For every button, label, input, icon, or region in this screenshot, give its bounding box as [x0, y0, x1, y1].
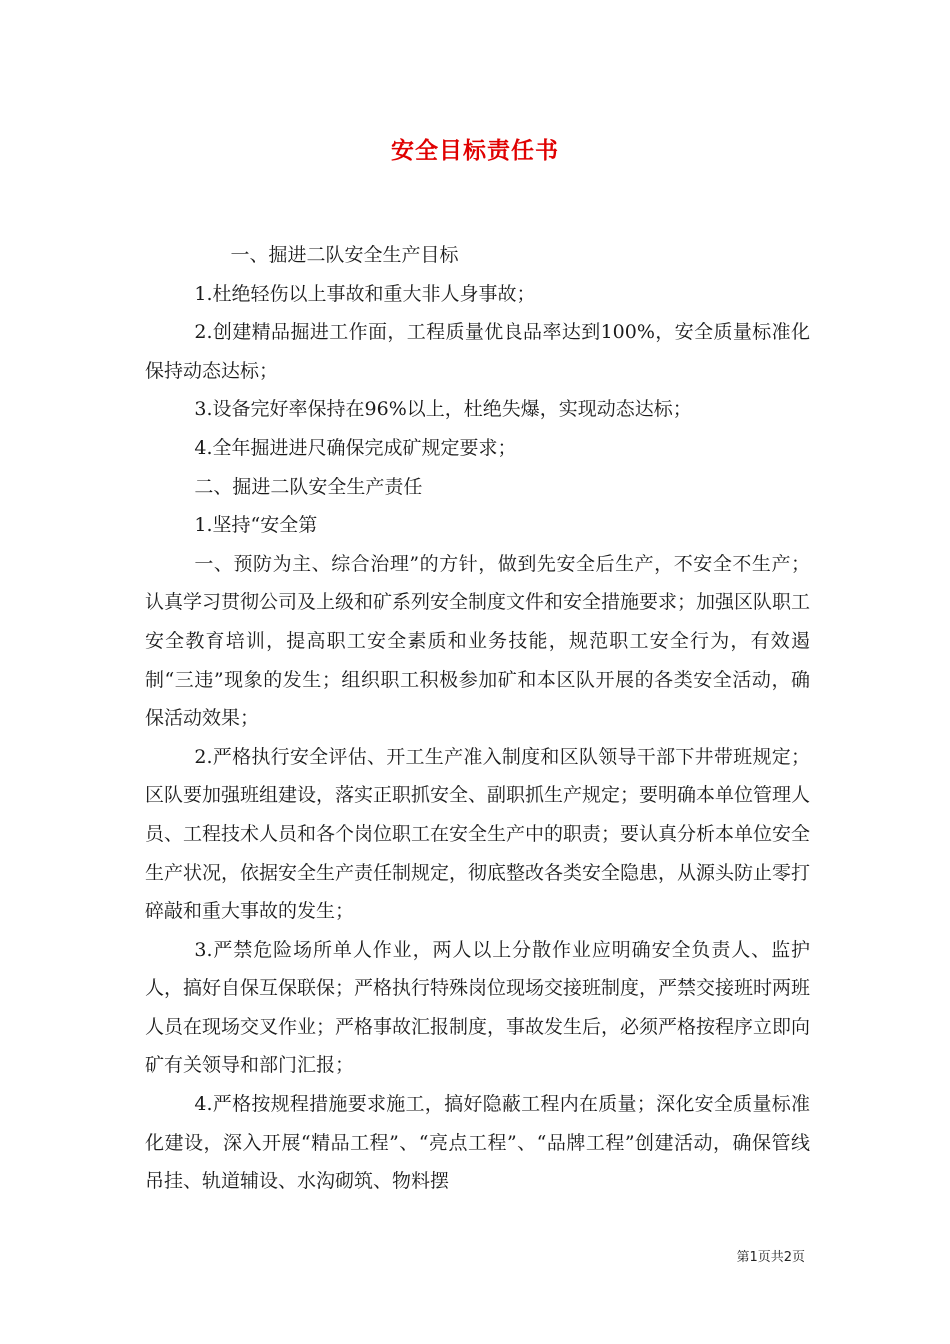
paragraph: 1.杜绝轻伤以上事故和重大非人身事故；	[194, 282, 536, 305]
paragraph: 2.严格执行安全评估、开工生产准入制度和区队领导干部下井带班规定；区队要加强班组建设，落实正职抓安全、副职抓生产规定；要明确本单位管理人员、工程技术人员和各个岗位职工在安全生产中的职责；要认真分析本单位安全生产状况，依据安全生产责任制规定，彻底整改各类安全隐患，从源头防止零打碎敲和重大事故的发生；	[145, 745, 811, 923]
paragraph: 2.创建精品掘进工作面，工程质量优良品率达到100%，安全质量标准化保持动态达标；	[145, 321, 810, 382]
section-heading-1: 一、掘进二队安全生产目标	[230, 244, 459, 266]
paragraph: 3.设备完好率保持在96%以上，杜绝失爆，实现动态达标；	[194, 398, 692, 421]
paragraph: 4.严格按规程措施要求施工，搞好隐蔽工程内在质量；深化安全质量标准化建设，深入开展“精品工程”、“亮点工程”、“品牌工程”创建活动，确保管线吊挂、轨道辅设、水沟砌筑、物料摆	[145, 1093, 810, 1193]
page-number: 第1页共2页	[736, 1250, 805, 1265]
document-body	[145, 236, 810, 1201]
section-heading-2: 二、掘进二队安全生产责任	[194, 475, 423, 498]
paragraph: 4.全年掘进进尺确保完成矿规定要求；	[194, 436, 517, 459]
paragraph: 1.坚持“安全第	[194, 514, 318, 537]
paragraph: 3.严禁危险场所单人作业，两人以上分散作业应明确安全负责人、监护人，搞好自保互保联保；严格执行特殊岗位现场交接班制度，严禁交接班时两班人员在现场交叉作业；严格事故汇报制度，事故发生后，必须严格按程序立即向矿有关领导和部门汇报；	[145, 938, 811, 1077]
document-title: 安全目标责任书	[391, 137, 559, 164]
paragraph: 一、预防为主、综合治理”的方针，做到先安全后生产，不安全不生产；认真学习贯彻公司及上级和矿系列安全制度文件和安全措施要求；加强区队职工安全教育培训，提高职工安全素质和业务技能，规范职工安全行为，有效遏制“三违”现象的发生；组织职工积极参加矿和本区队开展的各类安全活动，确保活动效果；	[145, 552, 811, 730]
